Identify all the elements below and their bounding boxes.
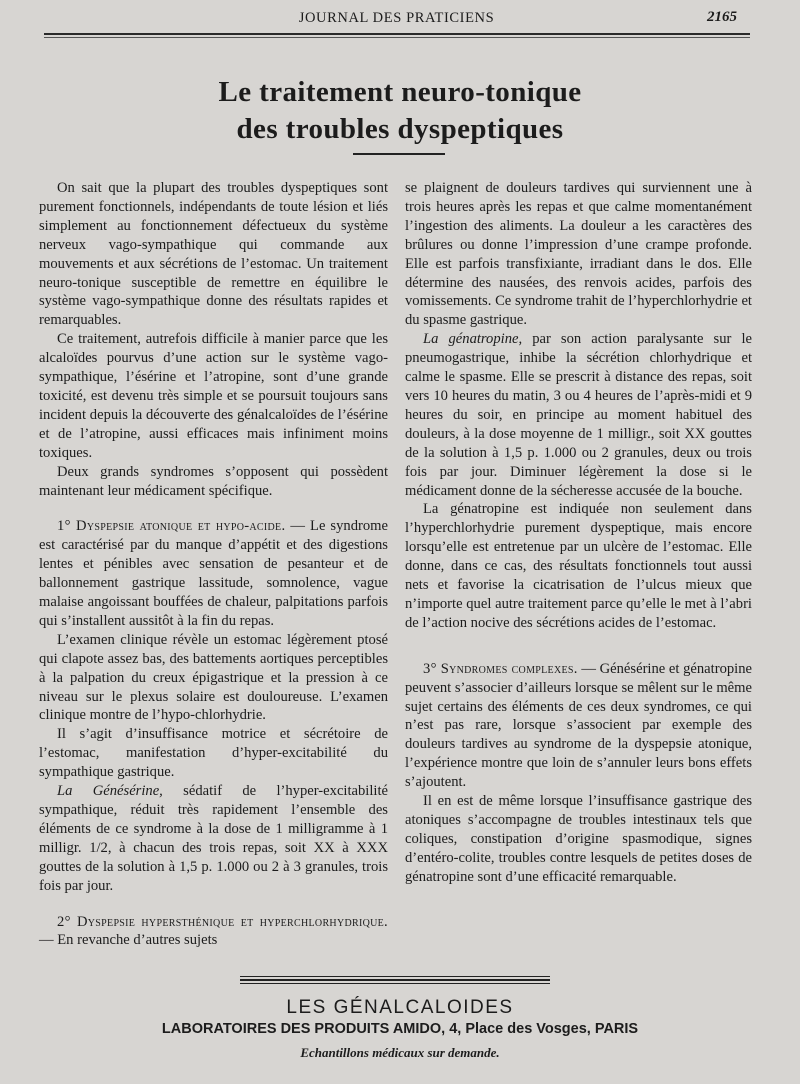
paragraph-treatment: Ce traitement, autrefois difficile à manier parce que les alcaloïdes pourvus d’une action sur le système vago-sympathique, l’ésérine et l’atropine, sont d’une grande toxicité, est devenu très simple et se poursuit toujours sans incident depuis la découverte des génalcaloïdes de l’ésérine et de l’atropine, aussi efficaces mais infiniment moins toxiques. bbox=[39, 331, 388, 461]
page-number: 2165 bbox=[707, 9, 737, 25]
left-column bbox=[39, 179, 388, 950]
title-rule bbox=[353, 153, 445, 155]
footer-rule-top bbox=[240, 976, 550, 977]
paragraph-ulcer: La génatropine est indiquée non seulement dans l’hyperchlorhydrie purement dyspeptique, mais encore lorsqu’elle est entretenue par un ulcère de l’estomac. Elle donne, dans ce cas, des résultats fonctionnels tout aussi nets et favorise la cicatrisation de l’ulcus mieux que n’importe quel autre traitement parce qu’elle le met à l’abri de l’action nocive des sécrétions acides de l’estomac. bbox=[405, 501, 752, 631]
genatropine-text: par son action paralysante sur le pneumogastrique, inhibe la sécrétion chlorhydrique et calme le spasme. Elle se prescrit à distance des repas, soit vers 10 heures du matin, 3 ou 4 heures de l’après-midi et 9 heures du soir, en principe au moment habituel des douleurs, à la dose moyenne de 1 milligr., soit XX gouttes de la solution à 1,5 p. 1.000 ou 2 granules, deux ou trois fois par jour. Diminuer légèrement la dose si le médicament donne de la sécheresse accusée de la bouche. bbox=[405, 331, 752, 499]
running-header bbox=[44, 10, 749, 32]
section-heading-complex: 3° Syndromes complexes. bbox=[423, 660, 578, 677]
paragraph-exam: L’examen clinique révèle un estomac légèrement ptosé qui clapote assez bas, des battements aortiques perceptibles à la palpation du creux épigastrique et la pression à ce niveau sur le plexus solaire est douloureuse. L’examen clinique montre de l’hypo-chlorhydrie. bbox=[39, 631, 388, 724]
title-line-1: Le traitement neuro-tonique bbox=[218, 76, 582, 108]
section-complex bbox=[405, 660, 752, 792]
paragraph-genatropine bbox=[405, 330, 752, 500]
section-text-hypersthenic: — En revanche d’autres sujets bbox=[39, 932, 218, 949]
section-heading-hypersthenic: 2° Dyspepsie hypersthénique et hyperchlorhydrique. bbox=[57, 913, 388, 930]
section-text-complex: — Génésérine et génatropine peuvent s’associer d’ailleurs lorsque se mêlent sur le même sujet certains des éléments de ces deux syndromes, ce qui n’est pas rare, lorsque s’associent par exemple des douleurs tardives au syndrome de la dyspepsie atonique, l’expérience montre que loin de s’annuler leurs bons effets s’ajoutent. bbox=[405, 660, 752, 791]
header-rule bbox=[44, 33, 750, 35]
header-rule-thin bbox=[44, 37, 750, 38]
paragraph-pains: se plaignent de douleurs tardives qui surviennent une à trois heures après les repas et que calme momentanément l’ingestion des aliments. La douleur a les caractères des brûlures ou donne l’impression d’une crampe profonde. Elle est parfois transfixiante, irradiant dans le dos. Elle détermine des nausées, des renvois acides, parfois des vomissements. Ce syndrome trahit de l’hyperchlorhydrie et du spasme gastrique. bbox=[405, 180, 752, 329]
paragraph-syndromes: Deux grands syndromes s’opposent qui possèdent maintenant leur médicament spécifique. bbox=[39, 463, 388, 499]
footer-address bbox=[0, 1021, 800, 1037]
paragraph-insufficiency: Il s’agit d’insuffisance motrice et sécrétoire de l’estomac, manifestation d’hyper-excitabilité du sympathique gastrique. bbox=[39, 726, 388, 781]
paragraph-intro: On sait que la plupart des troubles dyspeptiques sont purement fonctionnels, indépendants de toute lésion et liés simplement au fonctionnement défectueux du système nerveux vago-sympathique qui commande aux mouvements et aux sécrétions de l’estomac. Un traitement neuro-tonique susceptible de remettre en équilibre le système vago-sympathique donne des résultats rapides et remarquables. bbox=[39, 180, 388, 329]
drug-name-geneserine: La Génésérine, bbox=[57, 783, 163, 800]
geneserine-text: sédatif de l’hyper-excitabilité sympathique, réduit très rapidement l’ensemble des éléments de ce syndrome à la dose de 1 milligramme à 1 milligr. 1/2, à chacun des trois repas, soit XX à XXX gouttes de la solution à 1,5 p. 1.000 ou 2 à 3 granules, trois fois par jour. bbox=[39, 783, 388, 894]
title-line-2: des troubles dyspeptiques bbox=[236, 113, 564, 145]
article-title bbox=[100, 74, 700, 148]
drug-name-genatropine: La génatropine, bbox=[423, 331, 523, 348]
section-heading-atonic: 1° Dyspepsie atonique et hypo-acide. bbox=[57, 518, 286, 535]
paragraph-geneserine bbox=[39, 782, 388, 895]
journal-title: JOURNAL DES PRATICIENS bbox=[298, 10, 495, 26]
right-column bbox=[405, 179, 752, 887]
paragraph-intestinal: Il en est de même lorsque l’insuffisance gastrique des atoniques s’accompagne de troubles intestinaux tels que coliques, constipation d’origine spasmodique, signes d’entéro-colite, troubles contre lesquels de petites doses de génatropine sont d’une efficacité remarquable. bbox=[405, 793, 752, 885]
section-hypersthenic bbox=[39, 913, 388, 951]
laboratory-name: LABORATOIRES DES PRODUITS AMIDO, bbox=[161, 1021, 446, 1037]
footer-samples: Echantillons médicaux sur demande. bbox=[300, 1045, 500, 1060]
laboratory-address: 4, Place des Vosges, PARIS bbox=[445, 1021, 639, 1037]
footer-brand: LES GÉNALCALOIDES bbox=[286, 997, 514, 1018]
footer-rule-middle bbox=[240, 979, 550, 981]
section-text-atonic: — Le syndrome est caractérisé par du manque d’appétit et des digestions lentes et pénibles avec sensation de pesanteur et de ballonnement gastrique lassitude, somnolence, vague malaise angoissant bouffées de chaleur, palpitations parfois qui s’installent aussitôt à la fin du repas. bbox=[39, 518, 388, 629]
footer-rule-bottom bbox=[240, 983, 550, 984]
section-atonic bbox=[39, 517, 388, 630]
